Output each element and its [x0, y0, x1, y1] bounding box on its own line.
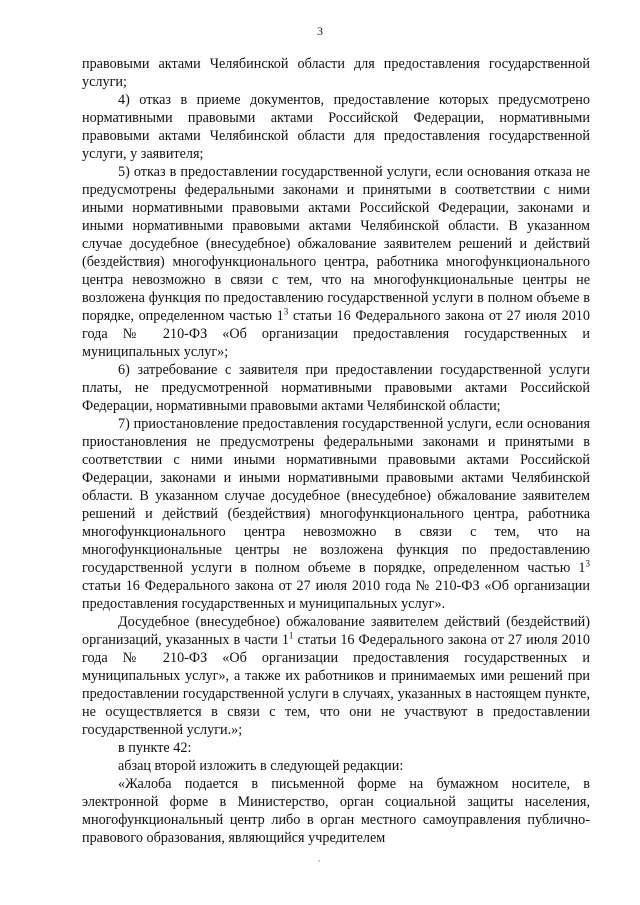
paragraph-item-5	[82, 163, 590, 361]
paragraph-text: Досудебное (внесудебное) обжалование заявителем действий (бездействий) организаций, указанных в части 1	[82, 614, 590, 648]
paragraph-1	[82, 55, 590, 91]
document-body	[82, 55, 590, 847]
paragraph-complaint	[82, 775, 590, 847]
paragraph-text: в пункте 42:	[118, 740, 192, 756]
paragraph-text-continued: статьи 16 Федерального закона от 27 июля 2010 года № 210-ФЗ «Об организации предоставления государственных и муниципальных услуг»;	[82, 308, 590, 360]
paragraph-text-continued: статьи 16 Федерального закона от 27 июля 2010 года № 210-ФЗ «Об организации предоставления государственных и муниципальных услуг».	[82, 578, 590, 612]
paragraph-item-7	[82, 415, 590, 613]
paragraph-item-4	[82, 91, 590, 163]
paragraph-text-continued: статьи 16 Федерального закона от 27 июля 2010 года № 210-ФЗ «Об организации предоставления государственных и муниципальных услуг», а также их работников и принимаемых ими решений при предоставлении государственной услуги в случаях, указанных в настоящем пункте, не осуществляется в связи с тем, что они не участвуют в предоставлении государственной услуги.»;	[82, 632, 590, 738]
paragraph-text: абзац второй изложить в следующей редакции:	[118, 758, 404, 774]
paragraph-text: «Жалоба подается в письменной форме на бумажном носителе, в электронной форме в Министерство, орган социальной защиты населения, многофункциональный центр либо в орган местного самоуправления публично-правового образования, являющийся учредителем	[82, 776, 590, 846]
paragraph-clause-42	[82, 739, 590, 757]
superscript-reference: 3	[585, 558, 590, 569]
paragraph-text: 5) отказ в предоставлении государственной услуги, если основания отказа не предусмотрены федеральными законами и принятыми в соответствии с ними иными нормативными правовыми актами Российской Федерации, законами и иными нормативными правовыми актами Челябинской области. В указанном случае досудебное (внесудебное) обжалование заявителем решений и действий (бездействия) многофункционального центра, работника многофункционального центра невозможно в связи с тем, что на многофункциональные центры не возложена функция по предоставлению государственной услуги в полном объеме в порядке, определенном частью 1	[82, 164, 590, 324]
paragraph-second-abzac	[82, 757, 590, 775]
superscript-reference: 1	[288, 630, 294, 641]
paragraph-text: 7) приостановление предоставления государственной услуги, если основания приостановления не предусмотрены федеральными законами и принятыми в соответствии с ними иными нормативными правовыми актами Российской Федерации, законами и иными нормативными правовыми актами Челябинской области. В указанном случае досудебное (внесудебное) обжалование заявителем решений и действий (бездействия) многофункционального центра, работника многофункционального центра невозможно в связи с тем, что на многофункциональные центры не возложена функция по предоставлению государственной услуги в полном объеме в порядке, определенном частью 1	[82, 416, 590, 576]
paragraph-text: 4) отказ в приеме документов, предоставление которых предусмотрено нормативными правовыми актами Российской Федерации, нормативными правовыми актами Челябинской области для предоставления государственной услуги, у заявителя;	[82, 92, 590, 162]
superscript-reference: 3	[283, 306, 289, 317]
paragraph-text: 6) затребование с заявителя при предоставлении государственной услуги платы, не предусмотренной нормативными правовыми актами Российской Федерации, нормативными правовыми актами Челябинской области;	[82, 362, 590, 414]
paragraph-item-6	[82, 361, 590, 415]
paragraph-appeal	[82, 613, 590, 739]
paragraph-text: правовыми актами Челябинской области для предоставления государственной услуги;	[82, 56, 590, 90]
scan-speck	[318, 860, 320, 862]
page-number: 3	[317, 24, 323, 38]
